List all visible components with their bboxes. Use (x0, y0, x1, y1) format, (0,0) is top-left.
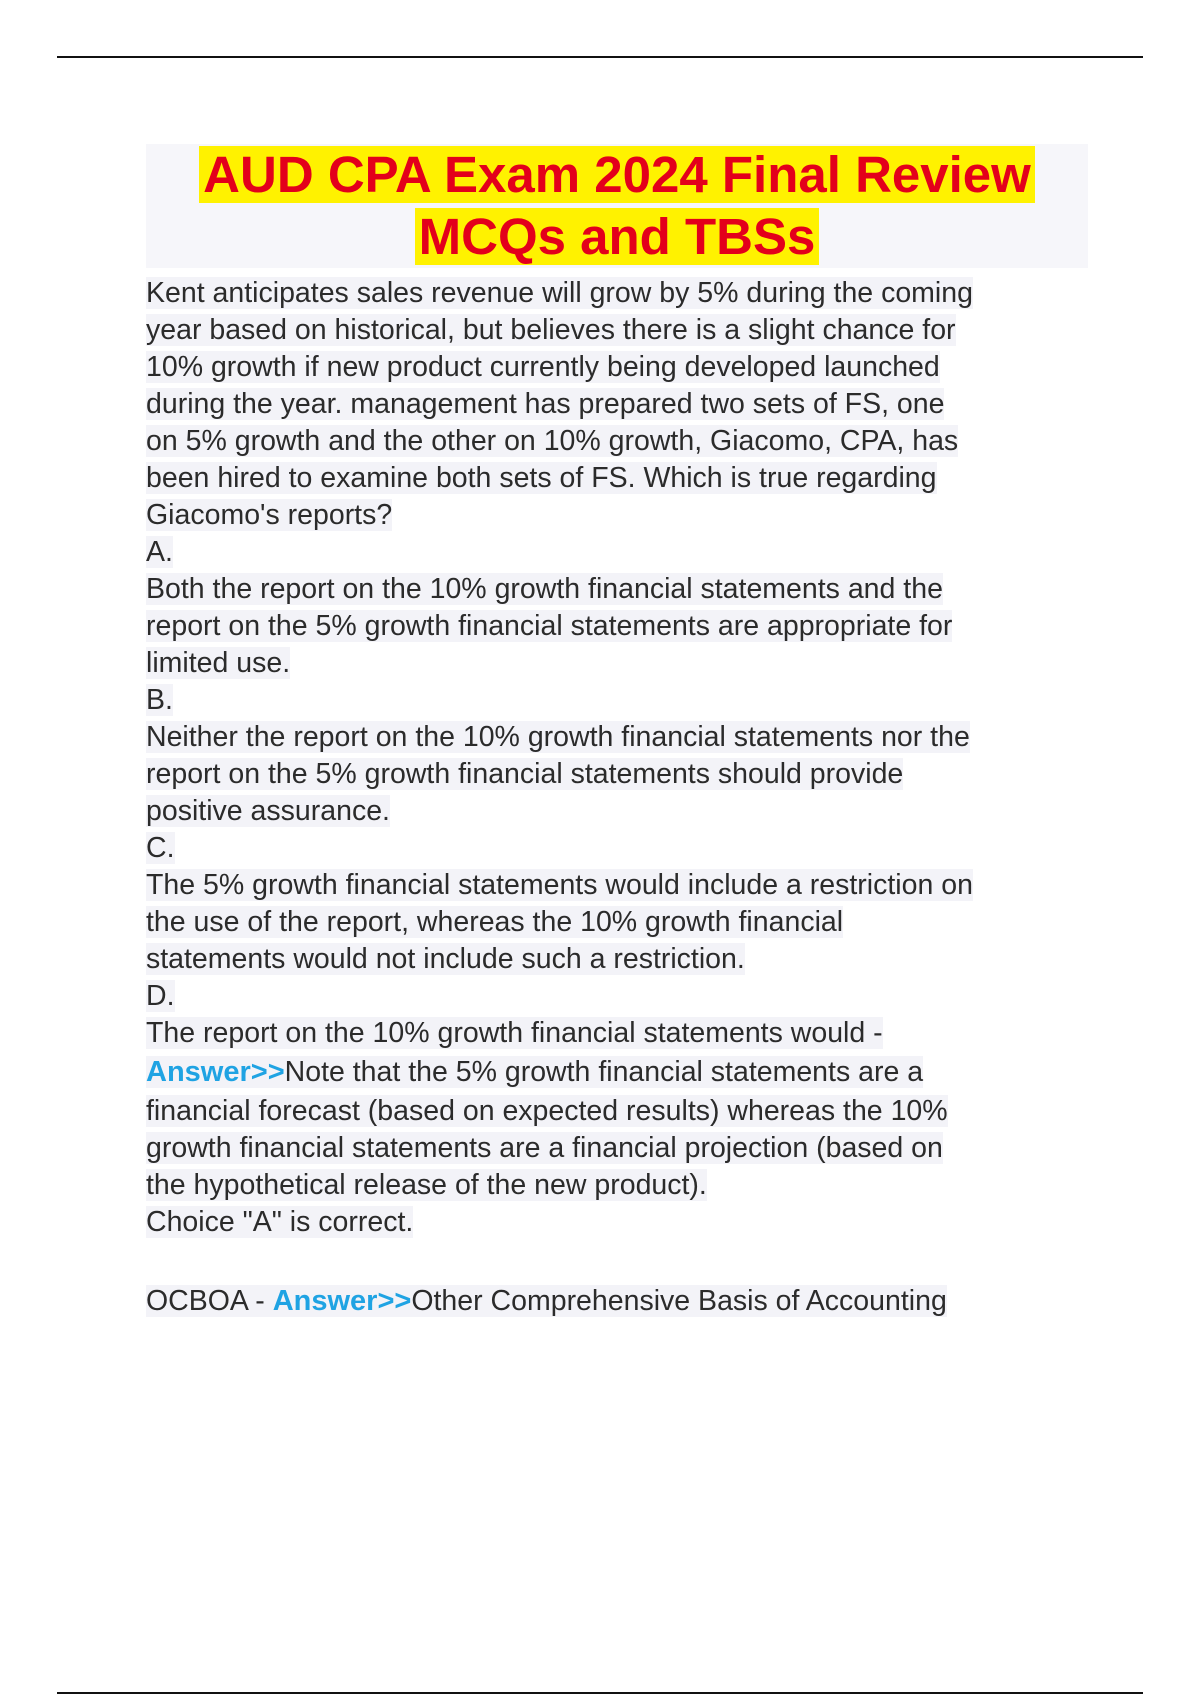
answer-text-line: Choice "A" is correct. (146, 1206, 414, 1238)
option-label: D. (146, 980, 175, 1012)
term-name: OCBOA - (146, 1285, 273, 1317)
question-line: on 5% growth and the other on 10% growth, Giacomo, CPA, has (146, 425, 959, 457)
option-text-line: positive assurance. (146, 795, 390, 827)
term-definition-text: Other Comprehensive Basis of Accounting (411, 1285, 947, 1317)
option-text-line: The report on the 10% growth financial statements would - (146, 1017, 883, 1049)
option-text-line: statements would not include such a restriction. (146, 943, 745, 975)
answer-marker: Answer>> (272, 1285, 412, 1317)
option-label: A. (146, 536, 173, 568)
bottom-rule (57, 1692, 1143, 1694)
question-line: been hired to examine both sets of FS. Which is true regarding (146, 462, 937, 494)
option-label: B. (146, 684, 173, 716)
question-line: year based on historical, but believes there is a slight chance for (146, 314, 956, 346)
option-b (146, 682, 1086, 830)
question-line: 10% growth if new product currently being developed launched (146, 351, 940, 383)
question-stem (146, 275, 1086, 534)
question-line: during the year. management has prepared two sets of FS, one (146, 388, 945, 420)
title-line-2: MCQs and TBSs (415, 208, 820, 265)
option-text-line: Both the report on the 10% growth financial statements and the (146, 573, 943, 605)
answer-text-line: financial forecast (based on expected results) whereas the 10% (146, 1095, 948, 1127)
question-content (146, 275, 1086, 1322)
option-label: C. (146, 832, 175, 864)
top-rule (57, 56, 1143, 58)
answer-text-line: growth financial statements are a financial projection (based on (146, 1132, 943, 1164)
question-line: Giacomo's reports? (146, 499, 393, 531)
option-text-line: the use of the report, whereas the 10% growth financial (146, 906, 844, 938)
term-definition (146, 1281, 1086, 1322)
option-a (146, 534, 1086, 682)
answer-explanation (146, 1052, 1086, 1241)
option-text-line: The 5% growth financial statements would include a restriction on (146, 869, 973, 901)
option-d (146, 978, 1086, 1052)
title-line-1: AUD CPA Exam 2024 Final Review (199, 146, 1035, 203)
option-text-line: limited use. (146, 647, 291, 679)
answer-text-line: the hypothetical release of the new product). (146, 1169, 707, 1201)
document-title (146, 144, 1088, 268)
question-line: Kent anticipates sales revenue will grow by 5% during the coming (146, 277, 973, 309)
option-text-line: Neither the report on the 10% growth financial statements nor the (146, 721, 970, 753)
option-c (146, 830, 1086, 978)
option-text-line: report on the 5% growth financial statements are appropriate for (146, 610, 953, 642)
option-text-line: report on the 5% growth financial statements should provide (146, 758, 904, 790)
answer-marker: Answer>> (146, 1056, 285, 1088)
answer-text-line: Note that the 5% growth financial statements are a (284, 1056, 924, 1088)
